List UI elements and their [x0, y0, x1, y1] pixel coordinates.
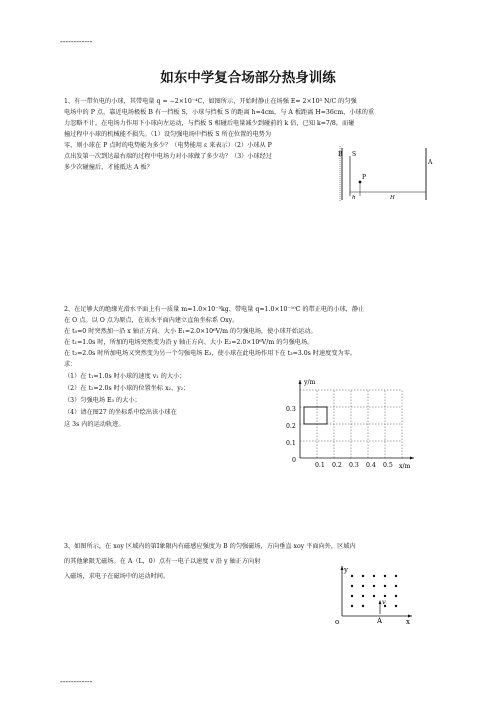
problem-1-line-4: 撞过程中小球的机械能不损失。（1）设匀强电场中挡板 S 所在位置的电势为 — [64, 131, 272, 138]
y-tick-0.2: 0.2 — [286, 423, 296, 430]
problem-2-question-2: （2）在 t₂=2.0s 时小球的位置坐标 x₂、y₂； — [64, 385, 190, 392]
x-axis-arrow — [410, 457, 414, 460]
problem-1-line-6: 点出发第一次到达最右端的过程中电场力对小球做了多少功？（3）小球经过 — [64, 153, 273, 160]
velocity-arrow-head — [379, 600, 382, 604]
label-s: S — [352, 151, 357, 158]
origin-label: 0 — [292, 457, 296, 464]
x-axis-label: x/m — [399, 463, 411, 470]
x-tick-0.3: 0.3 — [349, 462, 359, 469]
field-dot — [373, 595, 375, 597]
header-separator: ------------ — [60, 37, 93, 46]
problem-3-line-1: 3、如图所示，在 xoy 区域内的第Ⅰ象限内有磁感应强度为 B 的匀强磁场，方向垂直 xoy 平面向外，区域内 — [64, 543, 356, 550]
problem-2-question-1: （1）在 t₁=1.0s 时小球的速度 v₁ 的大小； — [64, 373, 186, 380]
problem-2-line-4: 在 t₁=1.0s 时，所加的电场突然变为沿 y 轴正方向、大小 E₂=2.0×10⁶V/m 的匀强电场。 — [64, 339, 314, 346]
field-dot — [395, 575, 397, 577]
page-title: 如东中学复合场部分热身训练 — [160, 70, 336, 86]
field-dot — [395, 585, 397, 587]
y-axis-arrow — [299, 380, 302, 384]
label-p: P — [362, 174, 367, 181]
field-dot — [384, 585, 386, 587]
field-dot — [395, 595, 397, 597]
problem-1-line-2: 电场中的 P 点，靠近电场极板 B 有一挡板 S，小球与挡板 S 的距离 h=4cm，与 A 板距离 H=36cm，小球的重 — [64, 109, 375, 116]
field-dot — [362, 575, 364, 577]
field-dot — [362, 605, 364, 607]
problem-1-line-3: 力忽略不计。在电场力作用下小球向左运动，与挡板 S 相碰后电量减少到碰前的 k 倍，已知 k=7/8，而碰 — [64, 120, 355, 127]
problem-2-line-3: 在 t₀=0 时突然加一沿 x 轴正方向、大小 E₁=2.0×10⁶V/m 的匀强电场，使小球开始运动。 — [64, 328, 317, 335]
problem-2-question-3: （3）匀强电场 E₃ 的大小； — [64, 397, 141, 404]
field-dot — [351, 585, 353, 587]
y-tick-0.3: 0.3 — [286, 406, 296, 413]
field-dot — [362, 585, 364, 587]
label-h: h — [352, 195, 356, 201]
y-tick-0.1: 0.1 — [286, 440, 296, 447]
y-axis-label: y/m — [304, 379, 316, 386]
label-x: x — [406, 618, 410, 626]
problem-2-line-5: 在 t₂=2.0s 时所加电场又突然变为另一个匀强电场 E₃，使小球在此电场作用下在 t₃=3.0s 时速度变为零。 — [64, 350, 357, 357]
capacitor-figure — [336, 144, 436, 204]
field-dot — [384, 595, 386, 597]
field-dots — [351, 575, 397, 607]
field-dot — [351, 605, 353, 607]
field-dot — [384, 575, 386, 577]
problem-3-line-2: 的其他象限无磁场。在 A（L，0）点有一电子以速度 v 沿 y 轴正方向射 — [64, 558, 261, 565]
x-tick-0.1: 0.1 — [315, 462, 325, 469]
field-dot — [373, 585, 375, 587]
field-dot — [395, 605, 397, 607]
problem-1-line-1: 1、有一带负电的小球，其带电量 q = −2×10⁻⁴C，如图所示，开始时静止在场强 E= 2×10³ N/C 的匀强 — [64, 98, 357, 105]
x-tick-0.4: 0.4 — [366, 462, 376, 469]
field-dot — [362, 595, 364, 597]
problem-3-line-3: 入磁场，求电子在磁场中的运动时间。 — [64, 573, 170, 580]
x-tick-0.5: 0.5 — [383, 462, 393, 469]
label-big-h: H — [390, 195, 395, 201]
footer-separator: ------------ — [60, 677, 93, 686]
coordinate-grid — [268, 374, 418, 470]
field-dot — [351, 575, 353, 577]
problem-1-line-5: 零，则小球在 P 点时的电势能为多少？（电势能用 ε 来表示）（2）小球从 P — [64, 142, 272, 149]
label-b: B — [338, 151, 343, 158]
problem-2-line-2: 在 O 点。以 O 点为原点，在该水平面内建立直角坐标系 Oxy。 — [64, 317, 239, 324]
label-o: o — [335, 618, 340, 626]
problem-2-question-5: 这 3s 内的运动轨迹。 — [64, 421, 125, 428]
label-a: A — [377, 617, 383, 625]
problem-2-line-6: 求： — [64, 361, 77, 368]
highlight-rect — [304, 407, 327, 424]
field-dot — [373, 575, 375, 577]
x-tick-0.2: 0.2 — [332, 462, 342, 469]
field-dot — [351, 595, 353, 597]
label-v: v — [382, 598, 386, 606]
problem-1-line-7: 多少次碰撞后，才能抵达 A 板？ — [64, 164, 153, 171]
problem-2-line-1: 2、在足够大的绝缘光滑水平面上有一质量 m=1.0×10⁻³kg、带电量 q=1.0×10⁻¹⁰C 的带正电的小球，静止 — [64, 306, 365, 313]
problem-2-question-4: （4）请在图27 的坐标系中绘出该小球在 — [64, 409, 177, 416]
magnetic-field-figure — [330, 562, 414, 626]
label-y: y — [344, 566, 348, 574]
label-a: A — [428, 159, 433, 166]
